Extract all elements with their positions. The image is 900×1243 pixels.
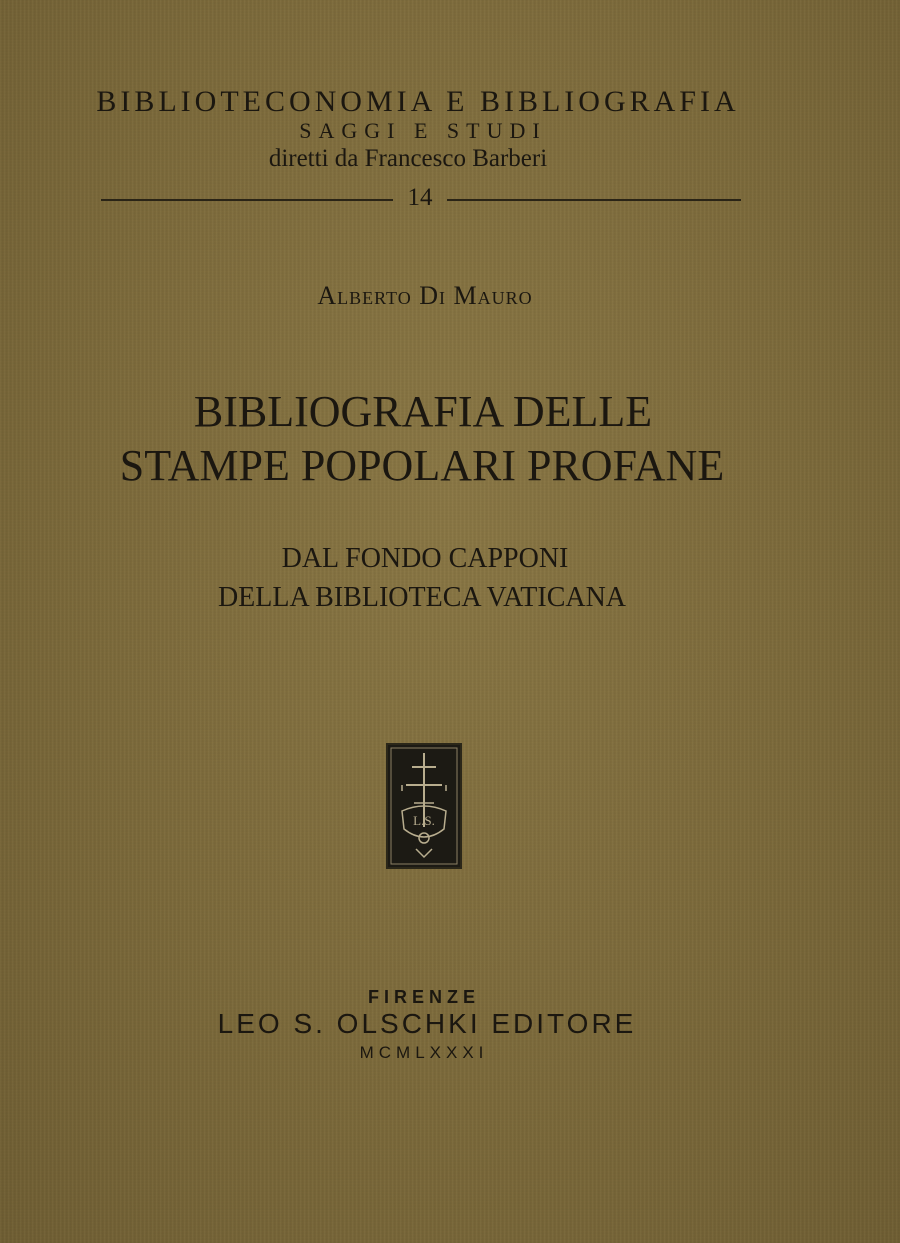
book-subtitle-line-2: DELLA BIBLIOTECA VATICANA [217,582,627,613]
left-rule-divider [101,199,393,201]
book-title-line-1: BIBLIOGRAFIA DELLE [193,387,653,436]
author-name: Alberto Di Mauro [317,281,533,310]
series-title: BIBLIOTECONOMIA E BIBLIOGRAFIA [96,85,740,118]
imprint-publisher: LEO S. OLSCHKI EDITORE [217,1008,637,1039]
series-subtitle: SAGGI E STUDI [299,118,547,143]
right-rule-divider [447,199,741,201]
series-director: diretti da Francesco Barberi [268,145,548,172]
imprint-year: MCMLXXXI [359,1043,489,1062]
book-title-line-2: STAMPE POPOLARI PROFANE [119,441,725,490]
series-number: 14 [407,184,433,211]
publisher-device-icon [386,743,462,869]
book-subtitle-line-1: DAL FONDO CAPPONI [281,543,569,574]
svg-text:L.S.: L.S. [413,813,435,828]
series-number-rule [101,180,741,216]
imprint-place: FIRENZE [367,987,480,1007]
